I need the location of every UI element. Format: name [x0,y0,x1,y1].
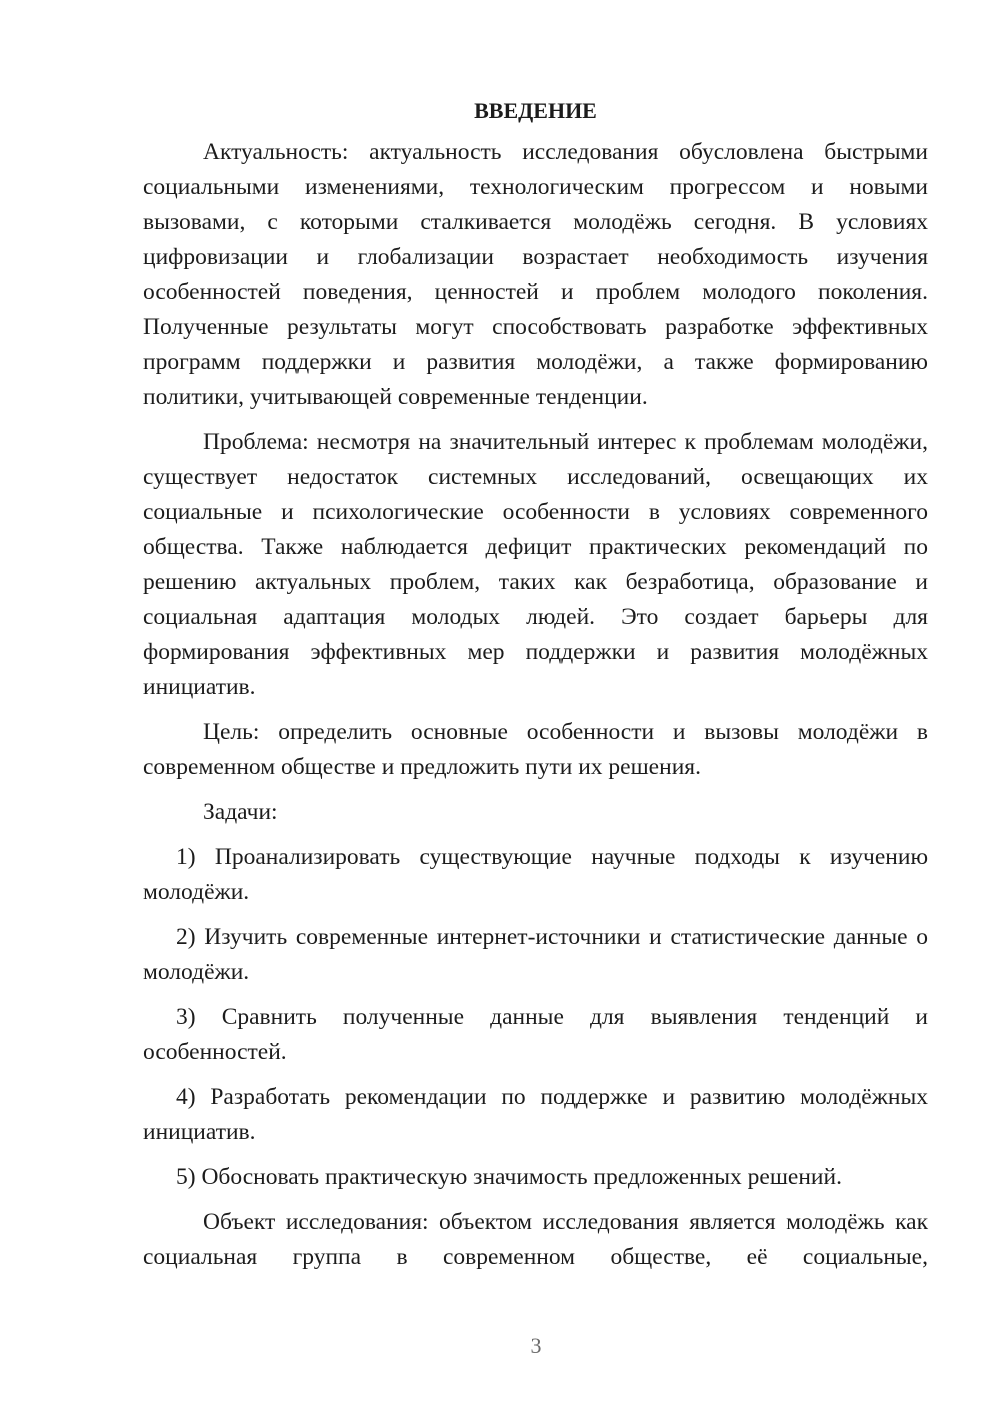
task-item-4: 4) Разработать рекомендации по поддержке и развитию молодёжных инициатив. [143,1084,928,1145]
problem-paragraph: Проблема: несмотря на значительный интерес к проблемам молодёжи, существует недостаток системных исследований, освещающих их социальные и психологические особенности в условиях современного общества. Также наблюдается дефицит практических рекомендаций по решению актуальных проблем, таких как безработица, образование и социальная адаптация молодых людей. Это создает барьеры для формирования эффективных мер поддержки и развития молодёжных инициатив. [143,429,928,700]
section-heading: ВВЕДЕНИЕ [474,98,597,123]
task-item-2: 2) Изучить современные интернет-источники и статистические данные о молодёжи. [143,924,928,985]
task-item-3: 3) Сравнить полученные данные для выявления тенденций и особенностей. [143,1004,928,1065]
task-item-5: 5) Обосновать практическую значимость предложенных решений. [176,1164,842,1190]
relevance-paragraph: Актуальность: актуальность исследования обусловлена быстрыми социальными изменениями, технологическим прогрессом и новыми вызовами, с которыми сталкивается молодёжь сегодня. В условиях цифровизации и глобализации возрастает необходимость изучения особенностей поведения, ценностей и проблем молодого поколения. Полученные результаты могут способствовать разработке эффективных программ поддержки и развития молодёжи, а также формированию политики, учитывающей современные тенденции. [143,139,928,410]
goal-paragraph: Цель: определить основные особенности и вызовы молодёжи в современном обществе и предложить пути их решения. [143,719,928,780]
object-paragraph: Объект исследования: объектом исследования является молодёжь как социальная группа в современном обществе, её социальные, [143,1209,928,1270]
page-content [143,96,928,1285]
task-item-1: 1) Проанализировать существующие научные подходы к изучению молодёжи. [143,844,928,905]
page-number: 3 [530,1333,542,1358]
tasks-label: Задачи: [203,799,278,825]
